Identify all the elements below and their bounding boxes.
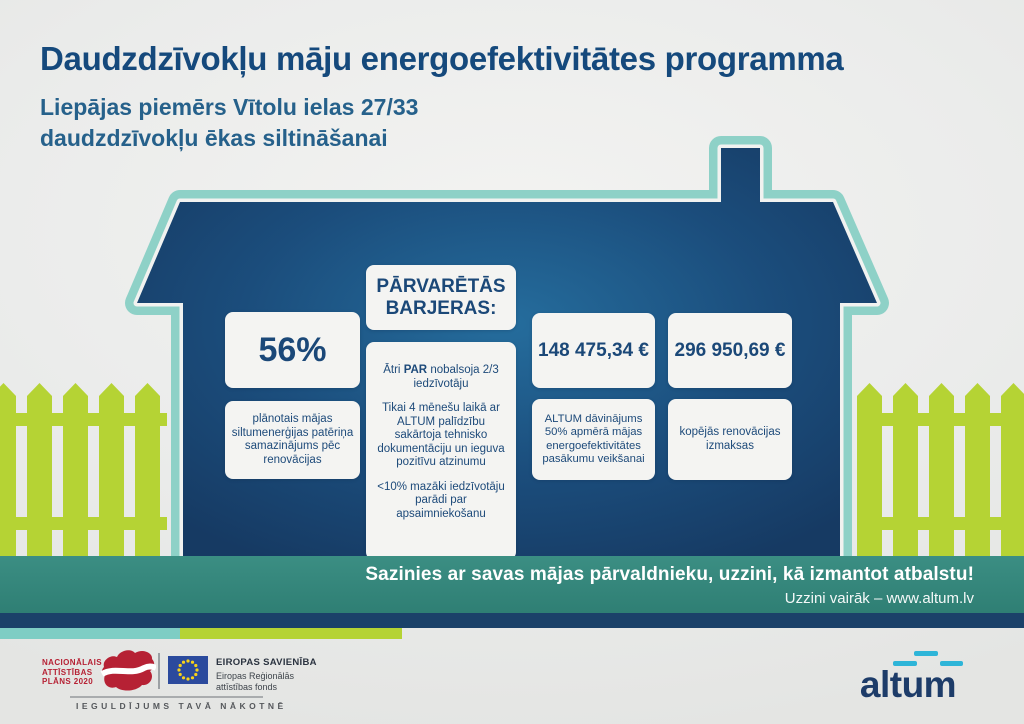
fence-picket	[929, 383, 954, 556]
savings-value-card: 56%	[225, 312, 360, 388]
fence-left	[0, 383, 167, 556]
barriers-item-1: Ātri PAR nobalsoja 2/3 iedzīvotāju	[383, 364, 499, 390]
altum-roof-icon	[914, 651, 938, 656]
barriers-title-card: PĀRVARĒTĀS BARJERAS:	[366, 265, 516, 330]
total-value-card: 296 950,69 €	[668, 313, 792, 388]
fence-picket	[965, 383, 990, 556]
cta-headline: Sazinies ar savas mājas pārvaldnieku, uzzini, kā izmantot atbalstu!	[365, 564, 974, 585]
barriers-item-2: Tikai 4 mēnešu laikā ar ALTUM palīdzību sakārtoja tehnisko dokumentāciju un ieguva pozitīvu atzinumu	[377, 402, 505, 468]
eu-flag-icon	[168, 656, 208, 684]
savings-label-card: plānotais mājas siltumenerģijas patēriņa samazinājums pēc renovācijas	[225, 401, 360, 479]
footer-teal-bar	[0, 628, 180, 639]
barriers-item-3: <10% mazāki iedzīvotāju parādi par apsaimniekošanu	[377, 480, 505, 520]
ndp-wave-icon	[100, 647, 156, 693]
fence-picket	[135, 383, 160, 556]
subtitle-line-2: daudzdzīvokļu ēkas siltināšanai	[40, 125, 388, 151]
page-title: Daudzdzīvokļu māju energoefektivitātes programma	[40, 40, 844, 77]
cta-link[interactable]: Uzzini vairāk – www.altum.lv	[784, 590, 974, 607]
footer-motto: IEGULDĪJUMS TAVĀ NĀKOTNĒ	[76, 701, 287, 711]
footer-navy-strip	[0, 613, 1024, 628]
fence-picket	[99, 383, 124, 556]
fence-picket	[0, 383, 16, 556]
fence-picket	[1001, 383, 1024, 556]
fence-picket	[63, 383, 88, 556]
altum-logo: altum	[859, 664, 957, 705]
fence-picket	[893, 383, 918, 556]
subtitle-line-1: Liepājas piemērs Vītolu ielas 27/33	[40, 94, 419, 120]
footer-lime-bar	[180, 628, 402, 639]
cta-banner	[0, 556, 1024, 613]
total-label-card: kopējās renovācijas izmaksas	[668, 399, 792, 480]
fence-picket	[27, 383, 52, 556]
footer-rule	[70, 696, 263, 698]
grant-value-card: 148 475,34 €	[532, 313, 655, 388]
barriers-body-card	[366, 342, 516, 560]
ndp-logo-text: NACIONĀLAIS ATTĪSTĪBAS PLĀNS 2020	[42, 658, 102, 686]
fence-right	[857, 383, 1024, 556]
barriers-text	[374, 364, 508, 532]
logo-divider	[158, 653, 160, 689]
fence-picket	[857, 383, 882, 556]
eu-logo-title: EIROPAS SAVIENĪBA	[216, 657, 317, 668]
grant-label-card: ALTUM dāvinājums 50% apmērā mājas energoefektivitātes pasākumu veikšanai	[532, 399, 655, 480]
page-subtitle	[40, 92, 418, 154]
eu-logo-subtitle: Eiropas Reģionālās attīstības fonds	[216, 671, 295, 692]
